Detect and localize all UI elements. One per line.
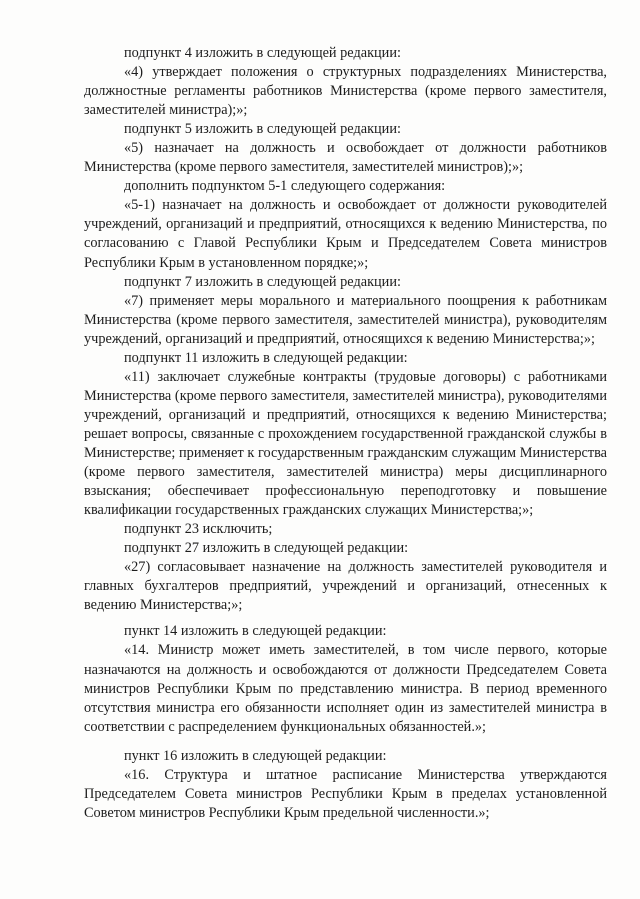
paragraph: «5) назначает на должность и освобождает от должности работников Министерства (кроме первого заместителя, заместителей министров);»;	[84, 140, 607, 176]
paragraph: подпункт 4 изложить в следующей редакции:	[124, 45, 401, 61]
paragraph: подпункт 27 изложить в следующей редакции:	[124, 540, 409, 557]
paragraph: «5-1) назначает на должность и освобождает от должности руководителей учреждений, организаций и предприятий, относящихся к ведению Министерства, по согласованию с Главой Республики Крым и Председателем Совета министров Республики Крым в установленном порядке;»;	[84, 197, 607, 271]
paragraph-spacer	[84, 737, 607, 747]
paragraph: пункт 14 изложить в следующей редакции:	[124, 623, 387, 640]
paragraph: «16. Структура и штатное расписание Министерства утверждаются Председателем Совета министров Республики Крым в пределах установленной Советом министров Республики Крым предельной численности.»;	[84, 766, 607, 821]
paragraph: «11) заключает служебные контракты (трудовые договоры) с работниками Министерства (кроме первого заместителя, заместителей министра), руководителями учреждений, организаций и предприятий, относящихся к ведению Министерства; решает вопросы, связанные с прохождением государственной гражданской службы в Министерстве; применяет к государственным гражданским служащим Министерства (кроме первого заместителя, заместителей министра) меры дисциплинарного взыскания; обеспечивает профессиональную переподготовку и повышение квалификации государственных гражданских служащих Министерства;»;	[84, 368, 607, 519]
paragraph: «7) применяет меры морального и материального поощрения к работникам Министерства (кроме первого заместителя, заместителей министра), руководителям учреждений, организаций и предприятий, относящихся к ведению Министерства;»;	[84, 292, 607, 347]
paragraph-spacer	[84, 615, 607, 622]
paragraph: «27) согласовывает назначение на должность заместителей руководителя и главных бухгалтеров предприятий, учреждений и организаций, отнесенных к ведению Министерства;»;	[84, 559, 607, 614]
paragraph: подпункт 23 исключить;	[124, 521, 273, 538]
paragraph: пункт 16 изложить в следующей редакции:	[124, 747, 387, 764]
paragraph: «4) утверждает положения о структурных подразделениях Министерства, должностные регламенты работников Министерства (кроме первого заместителя, заместителей министра);»;	[84, 64, 607, 119]
paragraph: подпункт 7 изложить в следующей редакции:	[124, 273, 401, 290]
paragraph: «14. Министр может иметь заместителей, в том числе первого, которые назначаются на должность и освобождаются от должности Председателем Совета министров Республики Крым по представлению министра. В период временного отсутствия министра его обязанности исполняет один из заместителей министра в соответствии с распределением функциональных обязанностей.»;	[84, 642, 607, 735]
paragraph: дополнить подпунктом 5-1 следующего содержания:	[124, 178, 446, 195]
paragraph: подпункт 5 изложить в следующей редакции:	[124, 121, 401, 138]
paragraph: подпункт 11 изложить в следующей редакции:	[124, 349, 408, 366]
